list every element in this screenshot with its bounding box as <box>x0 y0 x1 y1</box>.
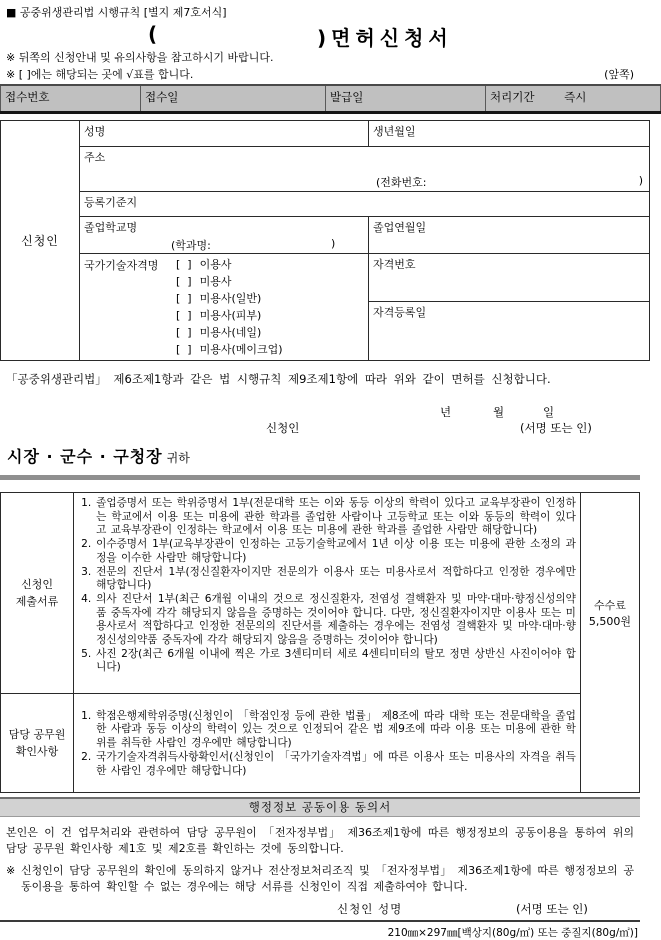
qualification-option-barber <box>176 256 364 273</box>
date-line <box>0 404 640 418</box>
required-documents-table <box>0 492 640 793</box>
paper-specification: 210㎜×297㎜[백상지(80g/㎡) 또는 중질지(80g/㎡)] <box>387 927 638 939</box>
submit-docs-label <box>1 493 74 694</box>
year-label: 년 <box>440 405 452 419</box>
registered-domicile-label: 등록기준지 <box>80 192 650 217</box>
issue-date-label: 발급일 <box>326 85 486 113</box>
qualification-option-label: 이용사 <box>199 258 232 271</box>
applicant-label: 신청인 <box>266 421 300 435</box>
submit-doc-item <box>81 593 576 648</box>
fee-amount: 5,500원 <box>588 614 631 628</box>
processing-time-value: 즉시 <box>564 90 587 104</box>
signature-or-seal-label: (서명 또는 인) <box>516 902 588 916</box>
submit-doc-item <box>81 538 576 565</box>
processing-time-cell <box>486 85 661 113</box>
consent-note <box>6 863 634 894</box>
month-label: 월 <box>493 405 505 419</box>
qualification-registration-date-label: 자격등록일 <box>369 301 650 360</box>
fee-cell <box>580 493 639 793</box>
qualification-name-label: 국가기술자격명 <box>84 259 159 272</box>
fee-label: 수수료 <box>594 598 626 612</box>
day-label: 일 <box>543 405 555 419</box>
department-label: (학과명: <box>171 239 211 252</box>
form-reference: ■ 공중위생관리법 시행규칙 [별지 제7호서식] <box>6 6 227 19</box>
official-check-label <box>1 694 74 793</box>
checkbox-cosmetologist: [ ] <box>176 275 192 288</box>
item-number: 3. <box>81 565 92 578</box>
item-number: 2. <box>81 750 92 763</box>
checkbox-nail: [ ] <box>176 326 192 339</box>
item-text: 전문의 진단서 1부(정신질환자이지만 전문의가 이용사 또는 미용사로서 적합하다고 인정한 경우에만 해당합니다) <box>96 565 576 592</box>
checkbox-makeup: [ ] <box>176 343 192 356</box>
submit-docs-label-line2: 제출서류 <box>15 595 59 608</box>
qualification-option-cosmetologist <box>176 273 364 290</box>
department-line <box>84 237 364 251</box>
footer-rule <box>0 920 640 922</box>
qualification-option-skin <box>176 307 364 324</box>
national-qualification-cell <box>80 254 369 361</box>
item-text: 국가기술자격취득사항확인서(신청인이 「국가기술자격법」에 따른 이용사 또는 미용사의 자격을 취득한 사람인 경우에만 해당합니다) <box>96 750 576 777</box>
notice-row <box>6 66 634 82</box>
submit-docs-list <box>74 493 581 694</box>
qualification-option-nail <box>176 324 364 341</box>
addressee-honorific: 귀하 <box>166 451 190 465</box>
submit-doc-item <box>81 497 576 538</box>
section-divider-bar <box>0 475 640 480</box>
notice-checkmark: ※ [ ]에는 해당되는 곳에 √표를 합니다. <box>6 68 194 81</box>
receipt-date-label: 접수일 <box>141 85 326 113</box>
receipt-no-label: 접수번호 <box>1 85 141 113</box>
checkbox-barber: [ ] <box>176 258 192 271</box>
graduated-school-cell <box>80 217 369 254</box>
applicant-info-table <box>0 120 650 361</box>
official-check-label-line1: 담당 공무원 <box>8 728 66 741</box>
graduated-school-label: 졸업학교명 <box>84 221 138 234</box>
official-check-item <box>81 710 576 751</box>
addressee-line <box>7 444 640 467</box>
applicant-name-label: 신청인 성명 <box>337 902 403 916</box>
birthdate-label: 생년월일 <box>369 121 650 147</box>
consent-signature-line <box>0 901 640 916</box>
qualification-options <box>176 256 364 358</box>
official-check-label-line2: 확인사항 <box>15 745 59 758</box>
note-text: 신청인이 담당 공무원의 확인에 동의하지 않거나 전산정보처리조직 및 「전자정부법」 제36조제1항에 따른 행정정보의 공동이용을 통하여 확인할 수 없는 경우에는 해당 서류를 신청인이 직접 제출하여야 합니다. <box>21 864 634 893</box>
submit-doc-item <box>81 648 576 675</box>
checkbox-general: [ ] <box>176 292 192 305</box>
phone-paren-close: ) <box>638 174 643 187</box>
address-label: 주소 <box>84 151 106 164</box>
item-text: 의사 진단서 1부(최근 6개월 이내의 것으로 정신질환자, 전염성 결핵환자 및 마약·대마·향정신성의약품 중독자에 각각 해당되지 않음을 증명하는 것이어야 합니다. 다만, 정신질환자이지만 이용사 또는 미용사로서 적합하다고 인정한 전문의의 진단서를 제출하는 경우에는 전염성 결핵환자 및 마약·대마·향정신성의약품 중독자에 각각 해당되지 않음을 증명하는 것이어야 합니다) <box>96 592 576 647</box>
item-number: 1. <box>81 709 92 722</box>
receipt-header-table <box>0 84 661 114</box>
qualification-option-general <box>176 290 364 307</box>
consent-statement: 본인은 이 건 업무처리와 관련하여 담당 공무원이 「전자정부법」 제36조제1항에 따른 행정정보의 공동이용을 통하여 위의 담당 공무원 확인사항 제1호 및 제2호를 확인하는 것에 동의합니다. <box>6 826 634 855</box>
notice-backside: ※ 뒤쪽의 신청안내 및 유의사항을 참고하시기 바랍니다. <box>6 51 274 64</box>
official-check-list <box>74 694 581 793</box>
consent-section-header: 행정정보 공동이용 동의서 <box>0 797 640 817</box>
note-asterisk: ※ <box>6 864 16 877</box>
qualification-option-label: 미용사(피부) <box>199 309 262 322</box>
processing-time-label: 처리기간 <box>490 90 535 104</box>
department-paren-close: ) <box>331 237 336 250</box>
title-paren-open: ( <box>148 22 158 46</box>
submit-doc-item <box>81 566 576 593</box>
qualification-option-label: 미용사(메이크업) <box>199 343 283 356</box>
address-cell <box>80 147 650 192</box>
item-text: 졸업증명서 또는 학위증명서 1부(전문대학 또는 이와 동등 이상의 학력이 있다고 교육부장관이 인정하는 학교에서 이용 또는 미용에 관한 학과를 졸업한 사람이나 고등학교 또는 이와 동등의 학력이 있다고 교육부장관이 인정하는 학교에서 이용 또는 미용에 관한 학과를 졸업한 사람만 해당합니다) <box>96 497 576 537</box>
item-number: 1. <box>81 497 92 509</box>
declaration-statement: 「공중위생관리법」 제6조제1항과 같은 법 시행규칙 제9조제1항에 따라 위와 같이 면허를 신청합니다. <box>6 372 551 386</box>
title-text: )면허신청서 <box>317 26 453 50</box>
applicant-signature-line <box>0 420 640 435</box>
item-number: 5. <box>81 647 92 660</box>
name-label: 성명 <box>80 121 369 147</box>
addressee-title: 시장 · 군수 · 구청장 <box>7 447 163 466</box>
form-title <box>0 22 640 50</box>
front-side-label: (앞쪽) <box>604 68 634 81</box>
graduation-date-label: 졸업연월일 <box>369 217 650 254</box>
checkbox-skin: [ ] <box>176 309 192 322</box>
qualification-option-makeup <box>176 341 364 358</box>
applicant-row-label: 신청인 <box>1 121 80 361</box>
phone-label: (전화번호: <box>376 176 427 189</box>
item-text: 사진 2장(최근 6개월 이내에 찍은 가로 3센티미터 세로 4센티미터의 탈모 정면 상반신 사진이어야 합니다) <box>96 647 576 674</box>
item-text: 학점은행제학위증명(신청인이 「학점인정 등에 관한 법률」 제8조에 따라 대학 또는 전문대학을 졸업한 사람과 동등 이상의 학력이 있는 것으로 인정되어 같은 법 제9조에 따라 이용 또는 미용에 관한 학위를 취득한 사람인 경우에만 해당합니다) <box>96 709 576 750</box>
signature-or-seal-label: (서명 또는 인) <box>520 421 592 435</box>
official-check-item <box>81 751 576 778</box>
phone-line <box>84 174 645 189</box>
qualification-option-label: 미용사(네일) <box>199 326 262 339</box>
item-text: 이수증명서 1부(교육부장관이 인정하는 고등기술학교에서 1년 이상 이용 또는 미용에 관한 소정의 과정을 이수한 사람만 해당합니다) <box>96 538 576 564</box>
license-application-form <box>0 4 643 939</box>
qualification-option-label: 미용사 <box>199 275 232 288</box>
item-number: 2. <box>81 538 92 551</box>
qualification-option-label: 미용사(일반) <box>199 292 262 305</box>
qualification-number-label: 자격번호 <box>369 254 650 302</box>
item-number: 4. <box>81 592 92 605</box>
submit-docs-label-line1: 신청인 <box>21 578 53 591</box>
